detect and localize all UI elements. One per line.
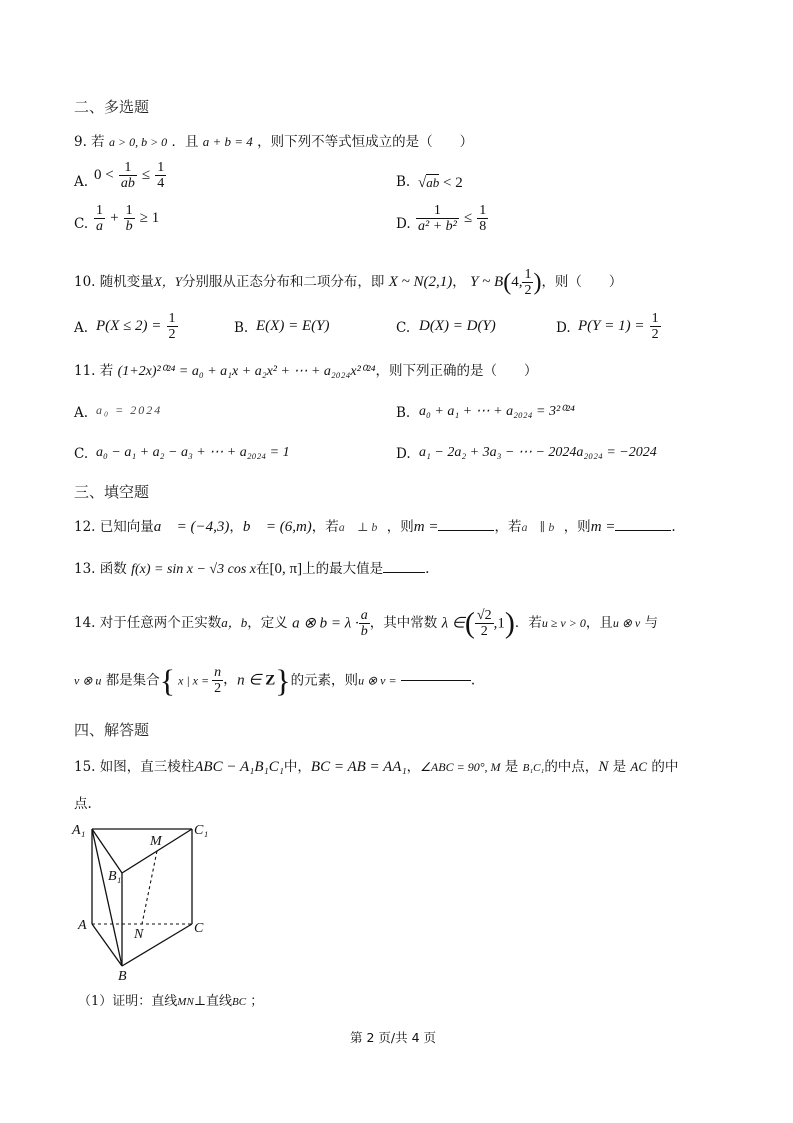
q10-option-b-label[interactable]: B. [234, 320, 249, 336]
q9-option-a[interactable]: 0 < $\frac{1}{ab}$ ≤ $\frac{1}{4}$ [94, 160, 165, 191]
q15-line-mn: MN [177, 996, 194, 1008]
q13-function: f(x) = sin x − √3 cos x [131, 562, 256, 577]
q12-m-label-1: m = [413, 519, 439, 535]
q10-option-d-label[interactable]: D. [556, 320, 571, 336]
q10-option-d[interactable]: P(Y = 1) = $\frac{1}{2}$ [578, 311, 659, 342]
q15-point-n: N [598, 759, 609, 775]
q12-parallel: a⃗ ∥ b⃗ [521, 520, 564, 534]
q9-option-d-label[interactable]: D. [396, 216, 411, 232]
q14-stem-c: ，其中常数 [369, 615, 438, 631]
q11-option-d-label[interactable]: D. [396, 446, 411, 462]
q13-stem-b: 在 [256, 561, 270, 577]
q12-stem-b: ，若 [311, 519, 339, 535]
question-15-line-1 [74, 758, 678, 777]
q9-stem-b: ．且 [171, 134, 199, 150]
q11-option-d[interactable]: a₁ − 2a₂ + 3a₃ − ⋯ − 2024a₂₀₂₄ = −2024 [419, 445, 657, 460]
question-14-line-1: 14. 对于任意两个正实数a，b，定义 a ⊗ b = λ · $\frac{a}{b}$ ，其中常数 λ ∈( $\frac{√2}{2}$ ,1)．若u ≥ v > 0，且u ⊗ v 与 [74, 606, 659, 640]
q15-part1-stem-b: ⊥直线 [193, 994, 233, 1009]
q14-stem: 14. 对于任意两个正实数 [74, 615, 222, 631]
q9-option-c-label[interactable]: C. [74, 216, 89, 232]
q12-stem-d: ，若 [494, 519, 522, 535]
q15-stem-b: 中， [283, 759, 311, 775]
q10-option-a[interactable]: P(X ≤ 2) = $\frac{1}{2}$ [96, 311, 176, 342]
q11-option-a-label[interactable]: A. [74, 405, 89, 421]
q13-stem-c: 上的最大值是 [302, 561, 384, 577]
q11-option-c[interactable]: a₀ − a₁ + a₂ − a₃ + ⋯ + a₂₀₂₄ = 1 [96, 445, 290, 460]
q15-stem: 15. 如图，直三棱柱 [74, 759, 195, 775]
question-13 [74, 560, 429, 579]
q9-option-b[interactable]: √ab < 2 [418, 175, 463, 191]
q10-vars: X，Y [153, 273, 182, 289]
label-a1: A₁ [72, 823, 86, 838]
q12-sep: ， [229, 519, 243, 535]
label-m: M [150, 834, 162, 849]
q10-stem-b: 分别服从正态分布和二项分布，即 [181, 273, 385, 290]
label-c: C [194, 921, 204, 936]
q10-option-a-label[interactable]: A. [74, 320, 89, 336]
q11-stem-b: ，则下列正确的是（ ） [375, 363, 538, 379]
q11-option-b-label[interactable]: B. [396, 405, 411, 421]
q14-vars: a，b [221, 615, 248, 630]
q14-condition: u ≥ v > 0 [541, 616, 586, 630]
segment-mn-hidden [142, 851, 157, 924]
label-b: B [118, 969, 127, 984]
q15-stem-f: 的中 [651, 759, 679, 775]
q15-part1-end: ； [250, 994, 264, 1009]
q11-expansion: (1+2x)²⁰²⁴ = a₀ + a₁x + a₂x² + ⋯ + a₂₀₂₄x²⁰²⁴ [117, 364, 376, 379]
q10-option-b[interactable]: E(X) = E(Y) [256, 318, 330, 334]
q11-stem: 11. 若 [74, 363, 114, 379]
q15-stem-c: 是 [504, 759, 519, 775]
q12-vector-a: a⃗ = (−4,3) [153, 519, 230, 535]
q14-end: . [470, 672, 476, 689]
q13-answer-blank[interactable] [383, 572, 425, 573]
q12-vector-b: b⃗ = (6,m) [242, 519, 312, 535]
q14-stem-f: 与 [644, 615, 659, 631]
q11-option-c-label[interactable]: C. [74, 446, 89, 462]
q14-stem-d: ．若 [514, 615, 542, 631]
edge-bc [122, 924, 192, 966]
q13-stem: 13. 函数 [74, 561, 127, 577]
q12-m-label-2: m = [590, 519, 616, 535]
question-9 [74, 133, 473, 151]
q9-option-b-label[interactable]: B. [396, 174, 411, 190]
q9-stem: 9. 若 [74, 134, 105, 150]
q9-condition-positive: a > 0, b > 0 [108, 135, 168, 149]
q9-stem-c: ，则下列不等式恒成立的是（ ） [257, 134, 474, 150]
q12-stem-e: ，则 [563, 519, 591, 535]
q14-stem-h: 的元素，则 [290, 672, 359, 689]
q14-u-op-v: u ⊗ v [612, 616, 641, 630]
q9-option-c[interactable]: $\frac{1}{a}$ + $\frac{1}{b}$ ≥ 1 [96, 203, 160, 234]
q15-prism: ABC − A₁B₁C₁ [194, 759, 284, 775]
q11-option-a[interactable]: a₀ = 2024 [96, 403, 163, 417]
q15-equal-edges: BC = AB = AA₁ [310, 759, 407, 775]
question-14-line-2: v ⊗ u 都是集合{ x | x = $\frac{n}{2}$ ，n ∈ Z}的元素，则u ⊗ v = . [74, 662, 476, 699]
label-n: N [134, 927, 144, 942]
q10-stem: 10. 随机变量 [74, 273, 154, 290]
q12-answer-blank-2[interactable] [615, 530, 671, 531]
q15-angle: ∠ABC = 90°, M [420, 760, 501, 774]
q14-stem-e: ，且 [585, 615, 613, 631]
question-10: 10. 随机变量X，Y分别服从正态分布和二项分布，即 X ~ N(2,1)， Y ~ B(4, $\frac{1}{2}$ )，则（ ） [74, 267, 623, 298]
q9-condition-sum: a + b = 4 [202, 134, 253, 149]
q10-option-c-label[interactable]: C. [396, 320, 411, 336]
q10-stem-c: ，则（ ） [541, 273, 623, 290]
q14-v-op-u: v ⊗ u [74, 673, 102, 688]
question-12 [74, 518, 676, 536]
q14-stem-g: 都是集合 [105, 672, 160, 689]
q10-option-c[interactable]: D(X) = D(Y) [419, 318, 496, 334]
q15-part1-stem: （1）证明：直线 [78, 994, 178, 1009]
label-b1: B₁ [108, 869, 122, 884]
question-15-part-1 [78, 993, 263, 1011]
q12-answer-blank-1[interactable] [438, 530, 494, 531]
q9-option-d[interactable]: $\frac{1}{\text{a² + b²}}$ ≤ $\frac{1}{8}$ [418, 203, 487, 234]
q9-option-a-label[interactable]: A. [74, 174, 89, 190]
q13-end: . [425, 561, 430, 577]
q10-binomial-dist: Y ~ B(4, $\frac{1}{2}$ ) [470, 267, 542, 298]
section-title-multi: 二、多选题 [74, 98, 150, 116]
section-title-fill: 三、填空题 [74, 483, 150, 501]
q15-sep: ， [406, 759, 421, 775]
prism-figure [60, 816, 220, 984]
q15-segment-ac: AC [630, 759, 648, 774]
question-11 [74, 362, 537, 381]
label-c1: C₁ [194, 823, 209, 838]
q14-answer-blank[interactable] [401, 680, 471, 681]
q12-end: . [671, 519, 676, 535]
page-footer: 第 2 页/共 4 页 [350, 1030, 437, 1045]
question-15-line-2: 点. [74, 796, 92, 812]
q15-stem-e: 是 [612, 759, 627, 775]
q10-normal-dist: X ~ N(2,1) [388, 273, 453, 290]
q13-interval: [0, π] [269, 561, 303, 577]
q15-segment-b1c1: B₁C₁ [522, 762, 545, 774]
q11-option-b[interactable]: a₀ + a₁ + ⋯ + a₂₀₂₄ = 3²⁰²⁴ [419, 404, 575, 419]
section-title-answer: 四、解答题 [74, 721, 150, 739]
q15-line-bc: BC [232, 996, 247, 1008]
q14-answer-label: u ⊗ v = [358, 673, 397, 688]
label-a: A [78, 918, 87, 933]
q15-stem-d: 的中点， [544, 759, 599, 775]
q14-stem-b: ，定义 [247, 615, 288, 631]
q12-stem: 12. 已知向量 [74, 519, 154, 535]
q12-stem-c: ，则 [386, 519, 414, 535]
q12-perp: a⃗ ⊥ b⃗ [338, 520, 387, 534]
